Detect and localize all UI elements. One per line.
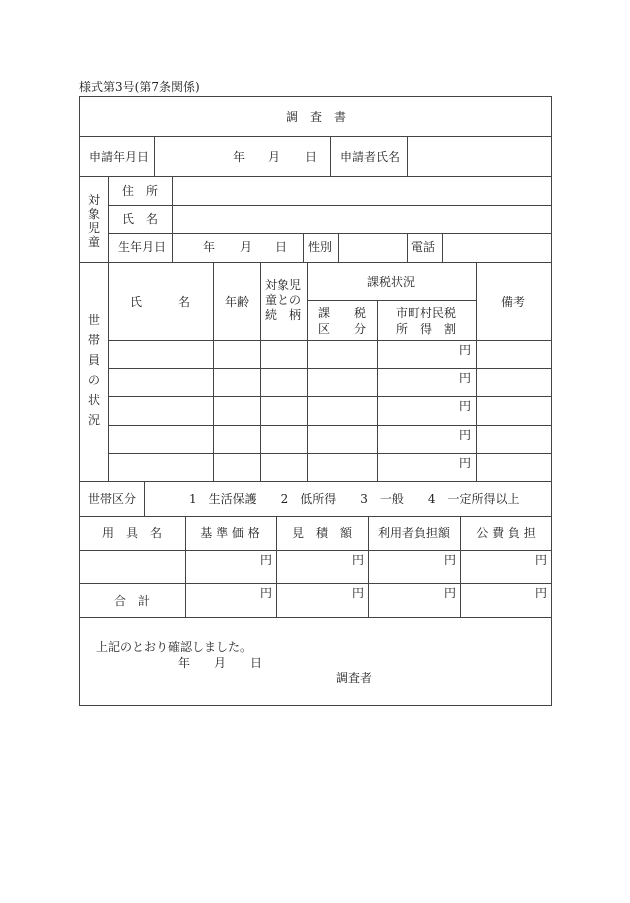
confirmation-year-label: 年 [178, 656, 191, 670]
grid-line [260, 262, 261, 481]
yen-unit: 円 [459, 399, 472, 413]
grid-line [276, 516, 277, 617]
yen-unit: 円 [260, 553, 273, 567]
grid-line [80, 550, 551, 551]
confirmation-day-label: 日 [250, 656, 263, 670]
grid-line [368, 516, 369, 617]
grid-line [303, 233, 304, 262]
municipal-tax-header-line1: 市町村民税 [395, 306, 457, 320]
yen-unit: 円 [459, 371, 472, 385]
child-address-label: 住 所 [122, 184, 159, 198]
relation-header-line2: 童との [265, 293, 302, 307]
yen-unit: 円 [444, 586, 457, 600]
grid-line [80, 481, 551, 482]
grid-line [407, 233, 408, 262]
item-name-header: 用 具 名 [101, 526, 163, 540]
grid-line [108, 176, 109, 481]
yen-unit: 円 [459, 343, 472, 357]
yen-unit: 円 [459, 456, 472, 470]
household-category-options: 1 生活保護 2 低所得 3 一般 4 一定所得以上 [189, 492, 520, 506]
grid-line [80, 176, 551, 177]
estimate-header: 見 積 額 [291, 526, 353, 540]
investigation-form [79, 96, 552, 706]
date-month-label: 月 [268, 150, 281, 164]
grid-line [108, 368, 551, 369]
grid-line [185, 516, 186, 617]
confirmation-month-label: 月 [214, 656, 227, 670]
grid-line [80, 617, 551, 618]
confirmation-statement: 上記のとおり確認しました。 [96, 640, 253, 654]
grid-line [108, 233, 551, 234]
grid-line [407, 136, 408, 176]
grid-line [108, 396, 551, 397]
yen-unit: 円 [444, 553, 457, 567]
household-name-header: 氏 名 [129, 295, 191, 309]
grid-line [108, 453, 551, 454]
yen-unit: 円 [535, 586, 548, 600]
grid-line [442, 233, 443, 262]
yen-unit: 円 [535, 553, 548, 567]
grid-line [330, 136, 331, 176]
grid-line [108, 425, 551, 426]
grid-line [80, 262, 551, 263]
remarks-header: 備考 [500, 295, 526, 309]
relation-header-line3: 続 柄 [265, 308, 302, 322]
public-burden-header: 公 費 負 担 [476, 526, 536, 540]
yen-unit: 円 [352, 586, 365, 600]
household-category-label: 世帯区分 [88, 492, 137, 506]
grid-line [307, 262, 308, 481]
grid-line [338, 233, 339, 262]
birth-month-label: 月 [240, 240, 253, 254]
tax-category-header-line2: 区 分 [317, 322, 367, 336]
total-label: 合 計 [113, 594, 151, 608]
grid-line [307, 300, 476, 301]
grid-line [213, 262, 214, 481]
grid-line [108, 340, 551, 341]
household-age-header: 年齢 [224, 295, 250, 309]
date-year-label: 年 [233, 150, 246, 164]
grid-line [172, 176, 173, 262]
child-phone-label: 電話 [411, 240, 436, 254]
child-section-label: 対 象 児 童 [87, 193, 100, 249]
child-birthdate-label: 生年月日 [118, 240, 167, 254]
user-burden-header: 利用者負担額 [377, 526, 451, 540]
grid-line [80, 583, 551, 584]
yen-unit: 円 [459, 428, 472, 442]
grid-line [154, 136, 155, 176]
tax-category-header-line1: 課 税 [317, 306, 367, 320]
grid-line [377, 300, 378, 481]
child-name-label: 氏 名 [122, 212, 159, 226]
child-gender-label: 性別 [308, 240, 333, 254]
grid-line [108, 205, 551, 206]
form-caption: 様式第3号(第7条関係) [79, 80, 200, 94]
grid-line [80, 516, 551, 517]
household-section-label: 世 帯 員 の 状 況 [87, 313, 100, 427]
date-day-label: 日 [305, 150, 318, 164]
grid-line [460, 516, 461, 617]
grid-line [80, 136, 551, 137]
grid-line [144, 481, 145, 516]
birth-day-label: 日 [275, 240, 288, 254]
relation-header-line1: 対象児 [265, 278, 302, 292]
investigator-label: 調査者 [336, 671, 373, 685]
base-price-header: 基 準 価 格 [200, 526, 260, 540]
tax-status-header: 課税状況 [366, 275, 416, 289]
yen-unit: 円 [352, 553, 365, 567]
yen-unit: 円 [260, 586, 273, 600]
municipal-tax-header-line2: 所 得 割 [395, 322, 457, 336]
form-title: 調 査 書 [285, 110, 347, 124]
applicant-name-label: 申請者氏名 [340, 150, 401, 164]
grid-line [476, 262, 477, 481]
birth-year-label: 年 [203, 240, 216, 254]
application-date-label: 申請年月日 [89, 150, 150, 164]
